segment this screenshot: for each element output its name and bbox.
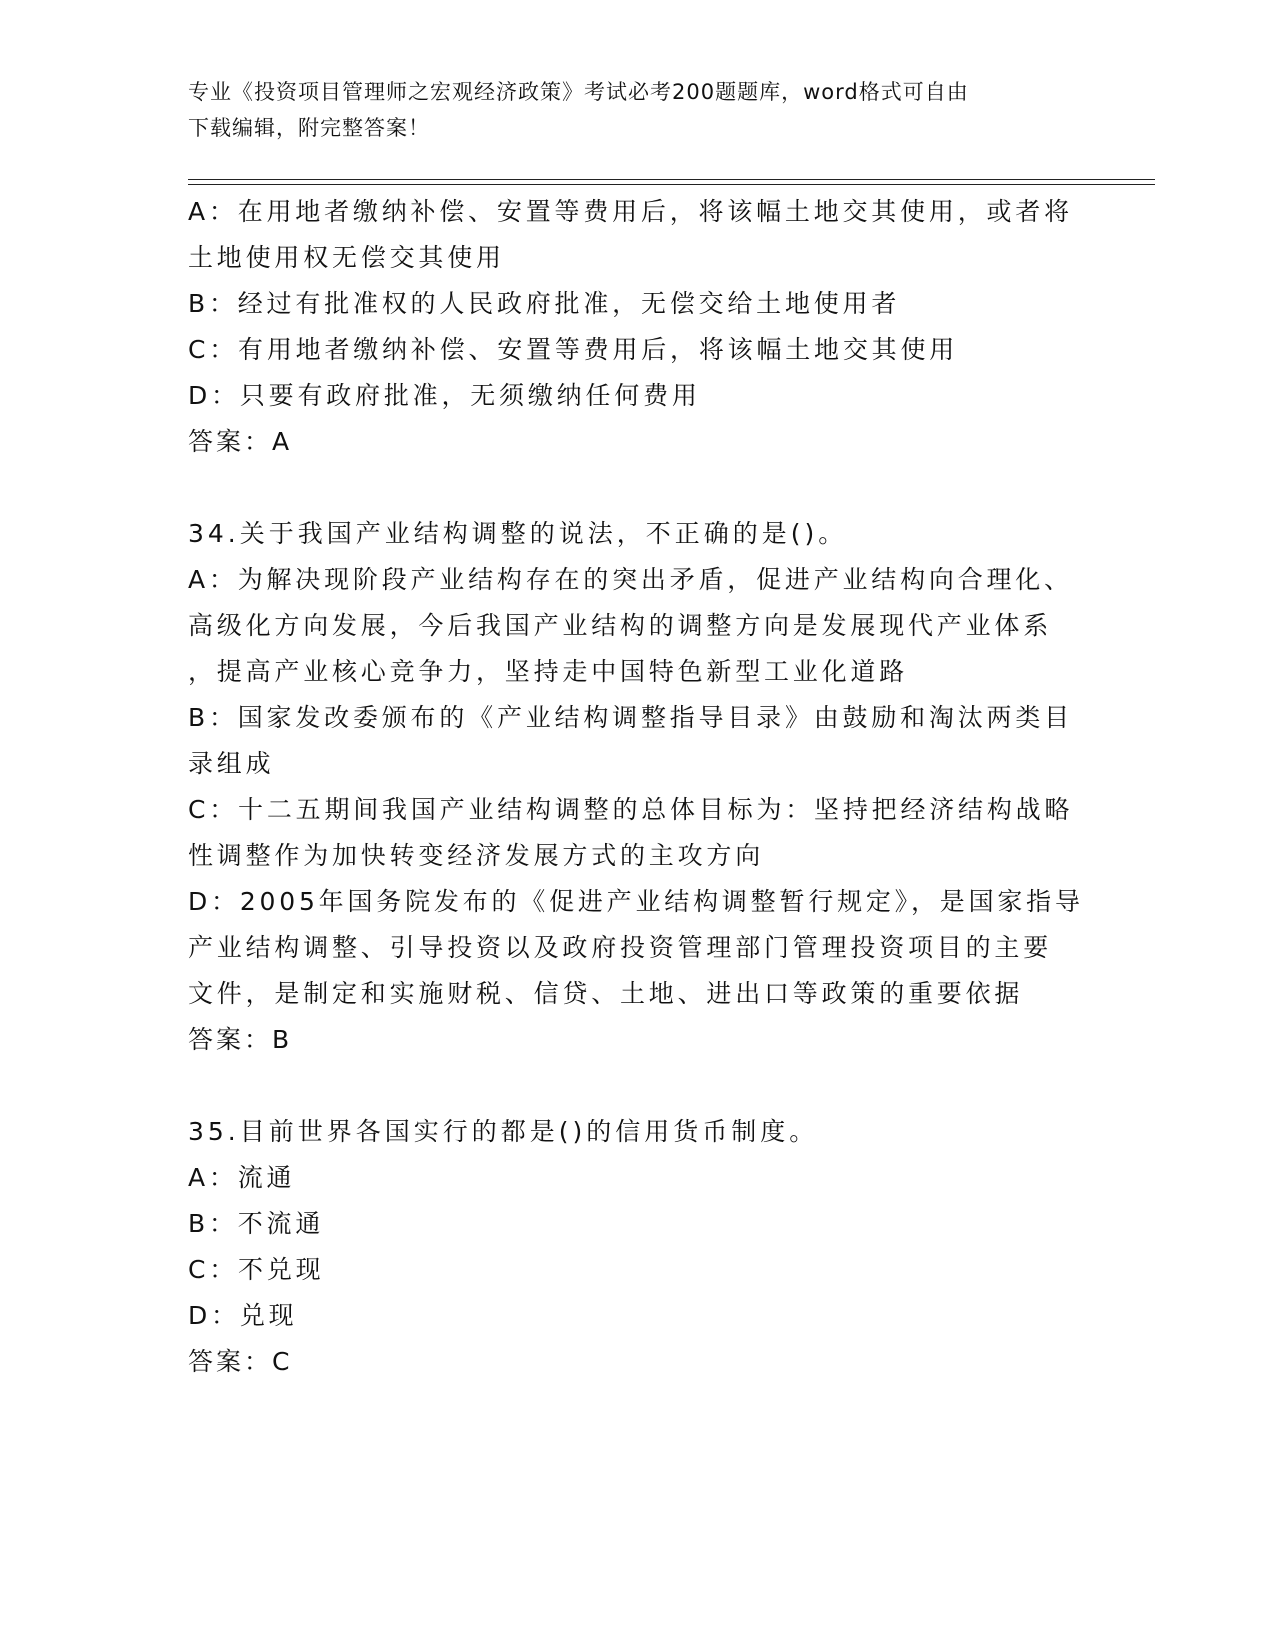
header-divider-bottom: [188, 184, 1155, 185]
option-d-line-3: 文件，是制定和实施财税、信贷、土地、进出口等政策的重要依据: [188, 979, 1024, 1008]
option-d: D：只要有政府批准，无须缴纳任何费用: [188, 381, 701, 410]
header-divider-top: [188, 179, 1155, 180]
option-c-line-1: C：十二五期间我国产业结构调整的总体目标为：坚持把经济结构战略: [188, 795, 1074, 824]
option-d-line-2: 产业结构调整、引导投资以及政府投资管理部门管理投资项目的主要: [188, 933, 1053, 962]
option-b-line-2: 录组成: [188, 749, 275, 778]
option-c: C：有用地者缴纳补偿、安置等费用后，将该幅土地交其使用: [188, 335, 959, 364]
answer: 答案：C: [188, 1347, 293, 1376]
question-text: 34.关于我国产业结构调整的说法，不正确的是()。: [188, 519, 848, 548]
option-a: A：流通: [188, 1163, 296, 1192]
option-c-line-2: 性调整作为加快转变经济发展方式的主攻方向: [188, 841, 765, 870]
question-list: [188, 189, 1088, 1385]
answer: 答案：A: [188, 427, 293, 456]
option-a-line-1: A：为解决现阶段产业结构存在的突出矛盾，促进产业结构向合理化、: [188, 565, 1073, 594]
question-text: 35.目前世界各国实行的都是()的信用货币制度。: [188, 1117, 819, 1146]
option-c: C：不兑现: [188, 1255, 325, 1284]
spacer: [188, 465, 1088, 511]
spacer: [188, 1063, 1088, 1109]
question-34: [188, 511, 1088, 1063]
document-header: [188, 74, 1088, 146]
option-d-line-1: D：2005年国务院发布的《促进产业结构调整暂行规定》，是国家指导: [188, 887, 1084, 916]
answer: 答案：B: [188, 1025, 293, 1054]
header-line-1: 专业《投资项目管理师之宏观经济政策》考试必考200题题库，word格式可自由: [188, 80, 969, 104]
question-33: [188, 189, 1088, 465]
option-a-line-2: 土地使用权无偿交其使用: [188, 243, 505, 272]
header-line-2: 下载编辑，附完整答案！: [188, 116, 430, 140]
option-b-line-1: B：国家发改委颁布的《产业结构调整指导目录》由鼓励和淘汰两类目: [188, 703, 1073, 732]
option-b: B：经过有批准权的人民政府批准，无偿交给土地使用者: [188, 289, 901, 318]
option-a-line-2: 高级化方向发展，今后我国产业结构的调整方向是发展现代产业体系: [188, 611, 1053, 640]
question-35: [188, 1109, 1088, 1385]
option-a-line-3: ，提高产业核心竞争力，坚持走中国特色新型工业化道路: [188, 657, 909, 686]
option-b: B：不流通: [188, 1209, 325, 1238]
option-d: D：兑现: [188, 1301, 298, 1330]
option-a-line-1: A：在用地者缴纳补偿、安置等费用后，将该幅土地交其使用，或者将: [188, 197, 1073, 226]
